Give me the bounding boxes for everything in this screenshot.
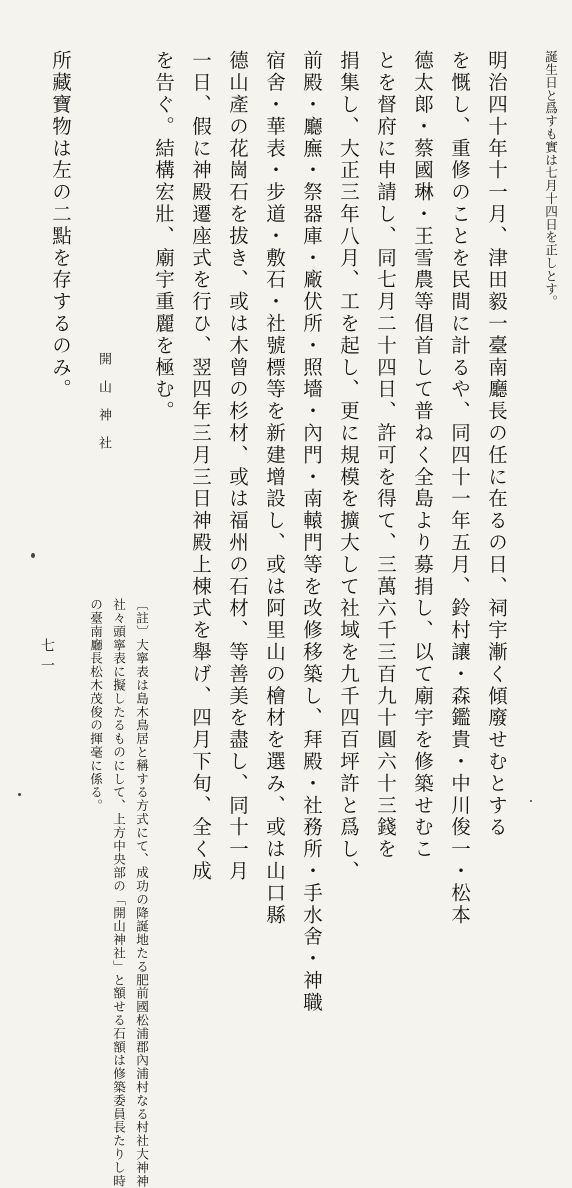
body-column: 所藏寶物は左の二點を存するのみ。 [49, 50, 72, 401]
body-column: とを督府に申請し、同七月二十四日、許可を得て、三萬六千三百九十圓六十三錢を [374, 50, 397, 861]
body-column: 德山產の花崗石を拔き、或は木曾の杉材、或は福州の石材、等善美を盡し、同十一月 [226, 50, 249, 883]
body-column: を告ぐ。結構宏壯、廟宇重麗を極む。 [152, 50, 175, 423]
body-column: 前殿・廳廡・祭器庫・廠伏所・照墻・內門・南轅門等を改修移築し、拜殿・社務所・手水舍・神職 [300, 50, 323, 1014]
body-column: を慨し、重修のことを民間に計るや、同四十一年五月、鈴村讓・森鑑貴・中川俊一・松本 [448, 50, 471, 926]
body-column: 明治四十年十一月、津田毅一臺南廳長の任に在るの日、祠宇漸く傾廢せむとする [485, 50, 508, 839]
footnote-continuation: 誕生日と爲すも實は七月十四日を正しとす。 [543, 50, 558, 308]
body-column: 一日、假に神殿遷座式を行ひ、翌四年三月三日神殿上棟式を舉げ、四月下旬、全く成 [189, 50, 212, 883]
body-column: 宿舍・華表・步道・敷石・社號標等を新建增設し、或は阿里山の檜材を選み、或は山口縣 [263, 50, 286, 926]
annotation-column: の臺南廳長松木茂俊の揮毫に係る。 [88, 598, 103, 813]
annotation-column: 〔註〕大寧表は島木鳥居と稱する方式にて、成功の降誕地たる肥前國松浦郡內浦村なる村社大神神 [134, 598, 149, 1188]
ink-speck [31, 553, 35, 558]
body-column: 德太郞・蔡國琳・王雪農等倡首して普ねく全島より募捐し、以て廟宇を修築せむこ [411, 50, 434, 861]
ink-speck [530, 800, 532, 802]
annotation-column: 社々頭寧表に擬したるものにして、上方中央部の「開山神社」と額せる石額は修築委員長たりし時 [111, 598, 126, 1188]
page-number: 七一 [39, 638, 55, 678]
ink-speck [18, 793, 21, 796]
running-header: 開山神社 [96, 352, 111, 464]
body-column: 捐集し、大正三年八月、工を起し、更に規模を擴大して社域を九千四百坪許と爲し、 [337, 50, 360, 883]
